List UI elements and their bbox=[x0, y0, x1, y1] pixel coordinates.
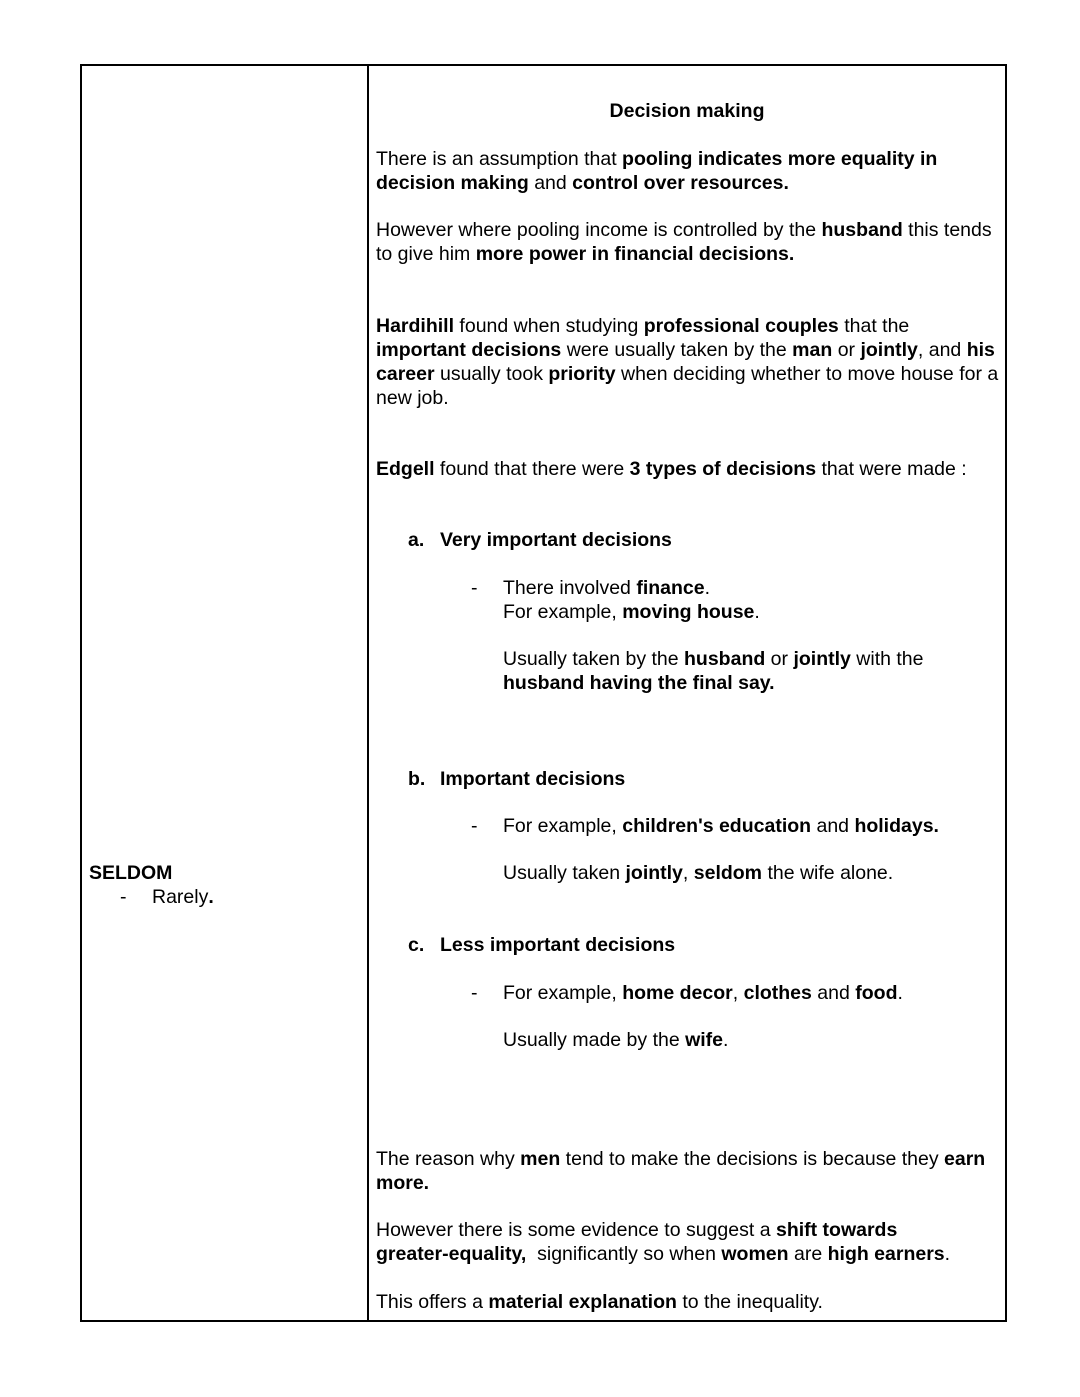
decision-type-heading: Very important decisions bbox=[440, 529, 672, 551]
notes-column: Decision making There is an assumption that pooling indicates more equality in decision making and control over resources. However where pooling income is controlled by the husband this tends to give him more power in financial decisions. Hardihill found when studying professional couples that the important decisions were usually taken by the man or jointly, and his career usually took priority when deciding whether to move house for a new job. Edgell found that there were 3 types of decisions that were made : a. Very important decisions - There involved finance. For example, moving house. Usually taken by the husband or jointly with the husband having the final say. b. Important decisions - For example, children's education and holidays. Usually taken jointly, seldom the wife alone. c. Less important decisions - For example, home decor, clothes and food. Usually made by the wife. The reason why men tend to make the decisions is because they earn more. However there is some evidence to suggest a shift towards greater-equality, significantly so when women are high earners. This offers a material explanation to the inequality. bbox=[369, 66, 1005, 1320]
glossary-term: SELDOM bbox=[89, 862, 173, 884]
paragraph-material-explanation: This offers a material explanation to the inequality. bbox=[376, 1291, 823, 1313]
decision-type-heading: Less important decisions bbox=[440, 934, 676, 956]
paragraph-edgell: Edgell found that there were 3 types of decisions that were made : bbox=[376, 458, 967, 480]
glossary-definition: Rarely. bbox=[152, 886, 214, 908]
decision-type-heading: Important decisions bbox=[440, 768, 626, 790]
notes-title: Decision making bbox=[609, 100, 765, 122]
notes-table bbox=[80, 64, 1007, 1322]
glossary-bullet: - bbox=[120, 886, 127, 908]
keyword-column bbox=[82, 66, 369, 1320]
